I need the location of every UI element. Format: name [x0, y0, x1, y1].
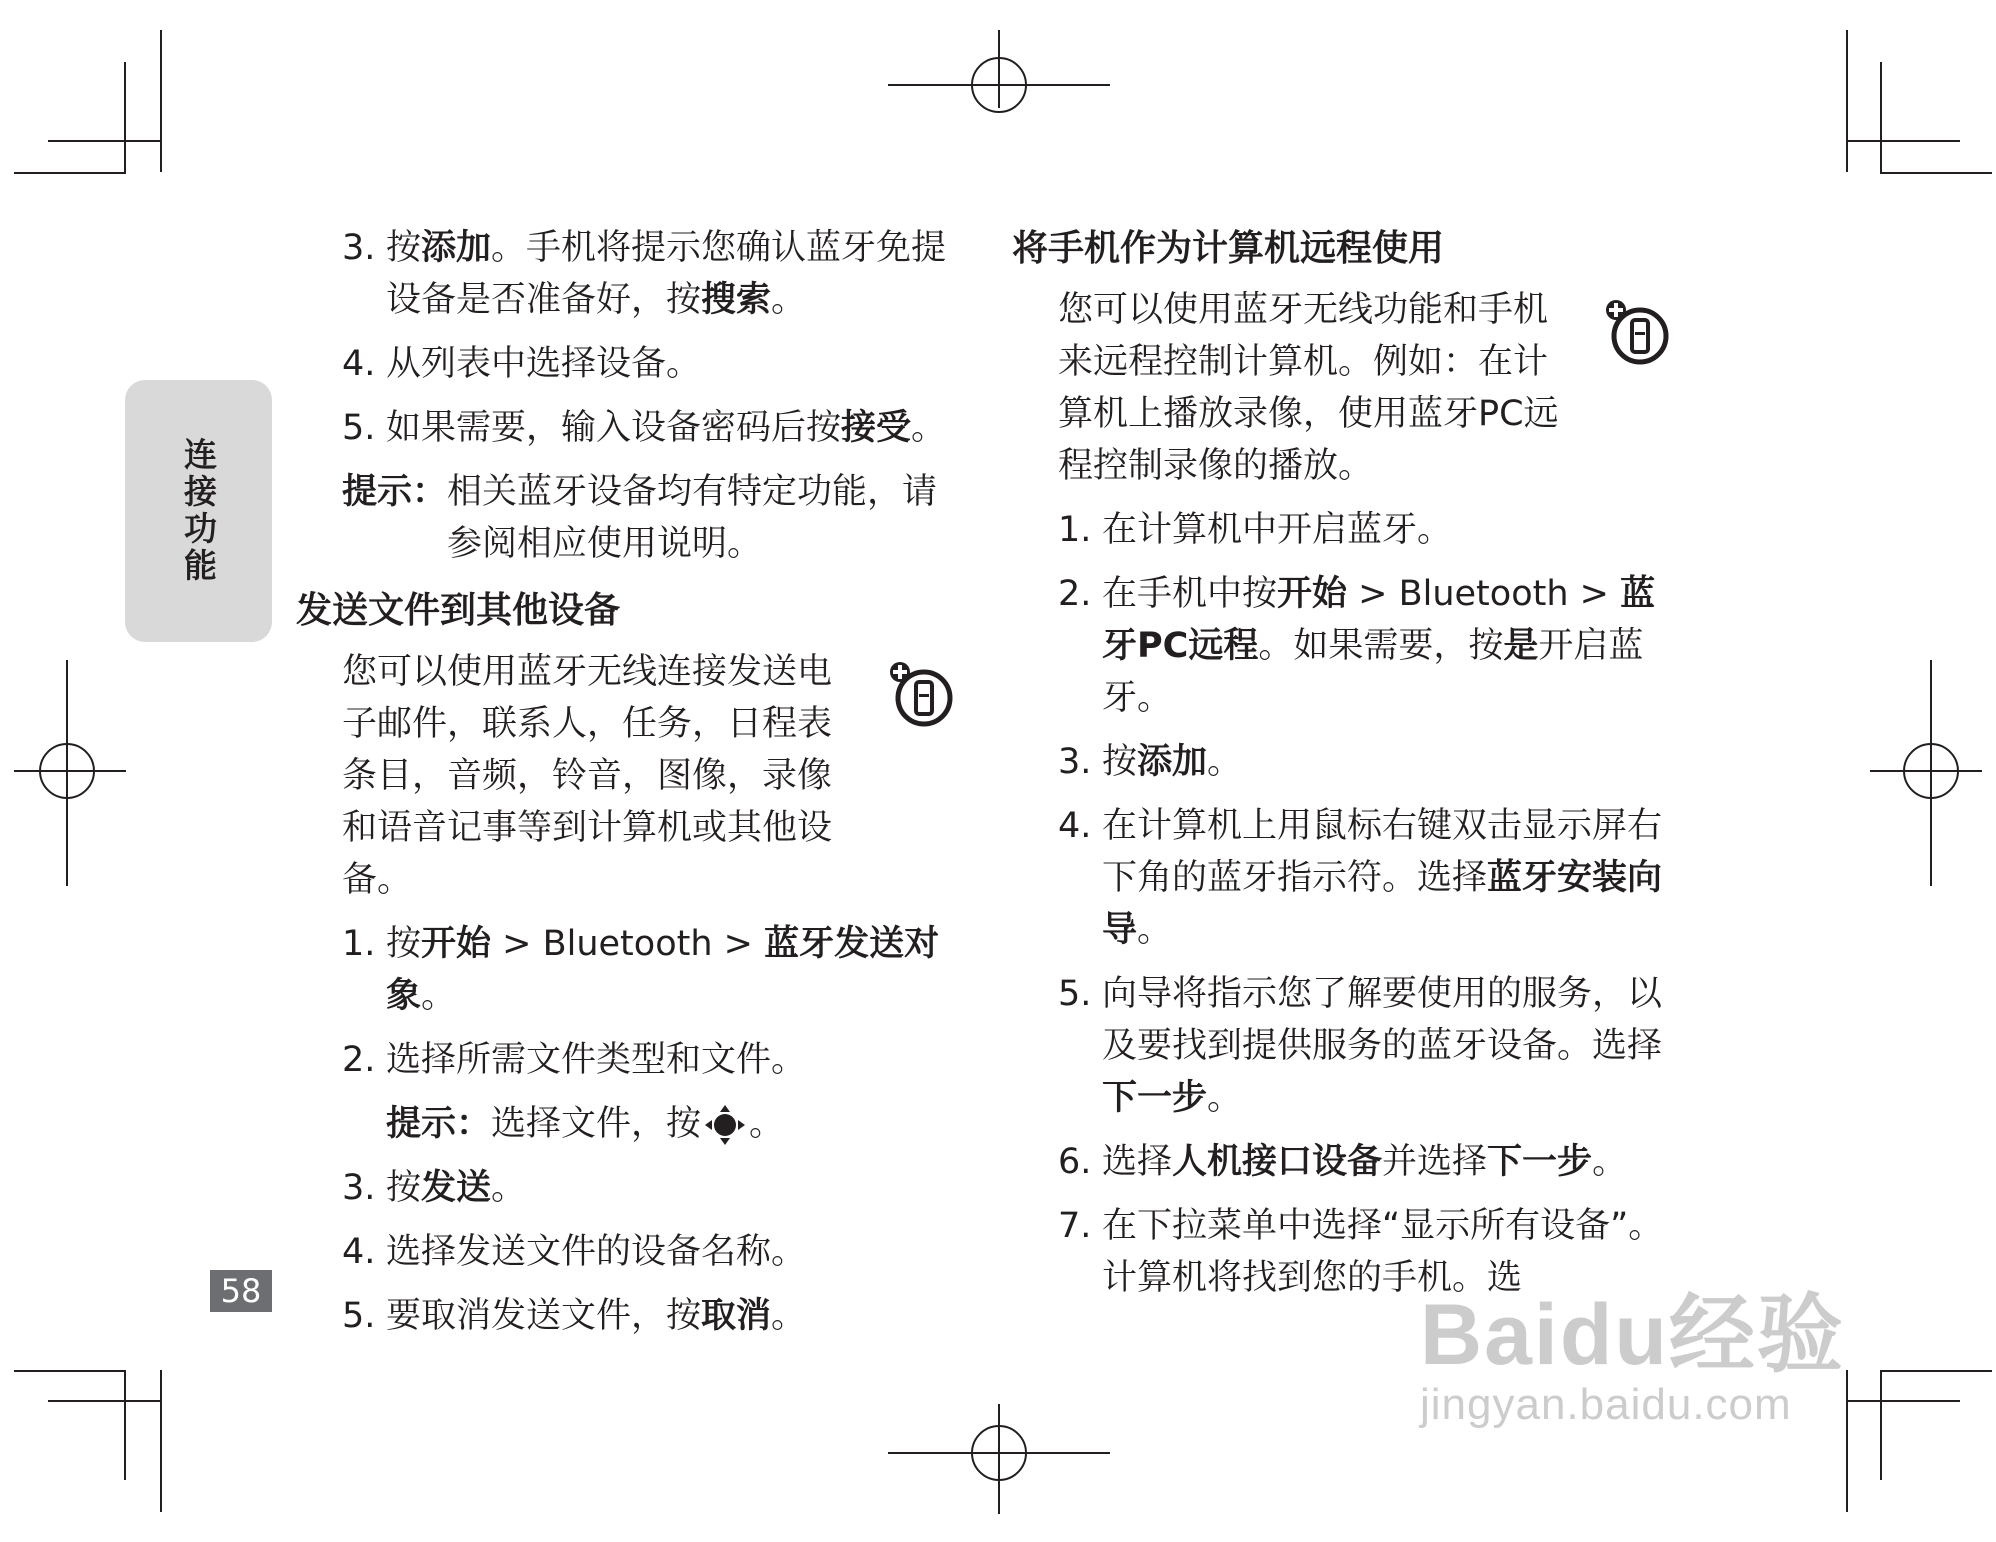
step-text-segment: 按 — [386, 228, 422, 268]
step-text-segment: 。 — [1592, 1142, 1628, 1182]
step-text — [386, 1162, 956, 1214]
step-number: 2. — [342, 1040, 376, 1080]
baidu-watermark — [1420, 1287, 1890, 1450]
emphasized-term: 开始 — [1277, 574, 1348, 614]
step-number: 5. — [1058, 974, 1092, 1014]
step-text-segment: 。 — [911, 408, 947, 448]
tip-text — [491, 1098, 956, 1150]
list-item — [1058, 968, 1672, 1124]
left-column — [296, 222, 956, 1354]
list-item — [1058, 800, 1672, 956]
emphasized-term: 人机接口设备 — [1172, 1142, 1383, 1182]
step-text — [386, 338, 956, 390]
step-number: 7. — [1058, 1206, 1092, 1246]
step-text-segment: 如果需要，输入设备密码后按 — [386, 408, 842, 448]
step-text-segment: 。手机将提示您确认蓝牙免提设备是否准备好，按 — [386, 228, 947, 320]
emphasized-term: 蓝牙安装向导 — [1102, 858, 1663, 950]
list-item — [342, 1162, 956, 1214]
list-item — [342, 222, 956, 326]
step-number: 1. — [342, 924, 376, 964]
step-text-segment: 要取消发送文件，按 — [386, 1296, 702, 1336]
list-item — [1058, 1136, 1672, 1188]
step-text-segment: 按 — [1102, 742, 1138, 782]
step-number: 6. — [1058, 1142, 1092, 1182]
step-list — [296, 918, 956, 1086]
emphasized-term: 是 — [1503, 626, 1539, 666]
emphasized-term: 开始 — [421, 924, 492, 964]
tip — [342, 466, 956, 570]
step-text-segment: > Bluetooth > — [1347, 574, 1621, 614]
watermark-url: jingyan.baidu.com — [1420, 1380, 1792, 1429]
step-text-segment: 按 — [386, 924, 422, 964]
step-list — [1012, 504, 1672, 1304]
step-text-segment: 开启蓝牙。 — [1102, 626, 1644, 718]
step-text — [1102, 1136, 1672, 1188]
step-text-segment: 选择 — [1102, 1142, 1173, 1182]
tip-text-before: 选择文件，按 — [491, 1104, 702, 1144]
tip-text-after: 。 — [749, 1104, 785, 1144]
step-number: 2. — [1058, 574, 1092, 614]
step-text-segment: 选择发送文件的设备名称。 — [386, 1232, 807, 1272]
list-item — [342, 402, 956, 454]
step-text-segment: 。 — [491, 1168, 527, 1208]
step-text-segment: 在计算机上用鼠标右键双击显示屏右下角的蓝牙指示符。选择 — [1102, 806, 1663, 898]
step-number: 4. — [342, 344, 376, 384]
step-text — [386, 402, 956, 454]
step-text-segment: 。 — [1207, 1078, 1243, 1118]
emphasized-term: 下一步 — [1102, 1078, 1208, 1118]
step-text-segment: 。如果需要，按 — [1258, 626, 1504, 666]
list-item — [1058, 568, 1672, 724]
list-item — [342, 1226, 956, 1278]
tip-label: 提示： — [342, 472, 448, 512]
step-text-segment: 在计算机中开启蓝牙。 — [1102, 510, 1453, 550]
step-text-segment: 在手机中按 — [1102, 574, 1278, 614]
step-text — [386, 1226, 956, 1278]
emphasized-term: 蓝牙PC远程 — [1102, 574, 1656, 666]
emphasized-term: 蓝牙发送对象 — [386, 924, 940, 1016]
section-tab-label: 连接功能 — [179, 437, 218, 585]
emphasized-term: 下一步 — [1487, 1142, 1593, 1182]
intro-paragraph — [342, 646, 956, 906]
step-text-segment: 。 — [1207, 742, 1243, 782]
step-number: 4. — [1058, 806, 1092, 846]
step-text — [386, 222, 956, 326]
emphasized-term: 取消 — [701, 1296, 772, 1336]
section-heading: 发送文件到其他设备 — [296, 589, 621, 631]
step-text-segment: 从列表中选择设备。 — [386, 344, 702, 384]
emphasized-term: 发送 — [421, 1168, 492, 1208]
step-text-segment: 并选择 — [1382, 1142, 1488, 1182]
step-text-segment: 。 — [771, 1296, 807, 1336]
step-text-segment: 向导将指示您了解要使用的服务，以及要找到提供服务的蓝牙设备。选择 — [1102, 974, 1663, 1066]
step-text — [1102, 968, 1672, 1124]
step-number: 3. — [342, 1168, 376, 1208]
list-item — [1058, 504, 1672, 556]
step-text — [1102, 800, 1672, 956]
step-number: 3. — [342, 228, 376, 268]
tip — [386, 1098, 956, 1150]
list-item — [342, 1034, 956, 1086]
section-tab — [125, 380, 272, 642]
step-text-segment: 选择所需文件类型和文件。 — [386, 1040, 807, 1080]
section-heading: 将手机作为计算机远程使用 — [1012, 227, 1445, 269]
step-number: 5. — [342, 1296, 376, 1336]
step-text — [386, 1034, 956, 1086]
step-list — [296, 1162, 956, 1342]
step-text-segment: 。 — [421, 976, 457, 1016]
feature-availability-icon — [1604, 298, 1672, 366]
step-text-segment: 。 — [771, 280, 807, 320]
tip-label: 提示： — [386, 1104, 492, 1144]
step-number: 1. — [1058, 510, 1092, 550]
emphasized-term: 接受 — [841, 408, 912, 448]
intro-text: 您可以使用蓝牙无线功能和手机来远程控制计算机。例如：在计算机上播放录像，使用蓝牙PC远程控制录像的播放。 — [1058, 290, 1559, 486]
step-text — [1102, 568, 1672, 724]
step-text-segment: 按 — [386, 1168, 422, 1208]
list-item — [342, 918, 956, 1022]
right-column — [1012, 222, 1672, 1316]
step-number: 5. — [342, 408, 376, 448]
step-text — [1102, 736, 1672, 788]
step-text-segment: > Bluetooth > — [491, 924, 765, 964]
step-text-segment: 在下拉菜单中选择“显示所有设备”。计算机将找到您的手机。选 — [1102, 1206, 1664, 1298]
step-text — [386, 1290, 956, 1342]
feature-availability-icon — [888, 660, 956, 728]
step-list — [296, 222, 956, 454]
nav-key-icon — [703, 1103, 747, 1147]
step-text — [1102, 504, 1672, 556]
emphasized-term: 添加 — [1137, 742, 1208, 782]
intro-paragraph — [1058, 284, 1672, 492]
intro-text: 您可以使用蓝牙无线连接发送电子邮件，联系人，任务，日程表条目，音频，铃音，图像，录像和语音记事等到计算机或其他设备。 — [342, 652, 833, 900]
step-number: 4. — [342, 1232, 376, 1272]
watermark-logo: Baidu经验 — [1420, 1287, 1845, 1383]
step-text — [386, 918, 956, 1022]
step-number: 3. — [1058, 742, 1092, 782]
tip-text: 相关蓝牙设备均有特定功能，请参阅相应使用说明。 — [447, 472, 938, 564]
page-number: 58 — [210, 1270, 272, 1312]
emphasized-term: 搜索 — [701, 280, 772, 320]
list-item — [1058, 736, 1672, 788]
list-item — [342, 1290, 956, 1342]
list-item — [342, 338, 956, 390]
step-text-segment: 。 — [1137, 910, 1173, 950]
emphasized-term: 添加 — [421, 228, 492, 268]
